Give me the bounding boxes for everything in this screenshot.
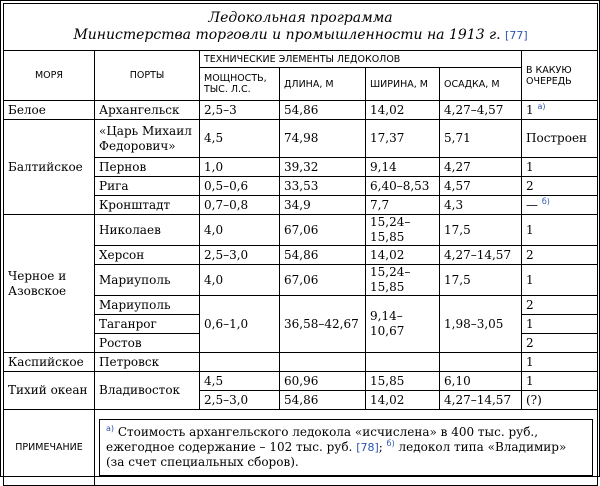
power-cell: 0,5–0,6 — [200, 177, 280, 196]
table-row — [4, 372, 598, 391]
draft-cell: 4,27–4,57 — [440, 101, 522, 120]
width-cell: 17,37 — [366, 120, 440, 158]
order-cell: 1 — [522, 158, 598, 177]
length-cell: 54,86 — [280, 246, 366, 265]
draft-cell: 4,27 — [440, 158, 522, 177]
table-row — [4, 215, 598, 246]
table-title — [4, 4, 598, 51]
sea-cell: Черное и Азовское — [4, 215, 95, 353]
draft-cell: 4,27–14,57 — [440, 246, 522, 265]
header-ports: ПОРТЫ — [95, 51, 200, 101]
port-cell: Владивосток — [95, 372, 200, 410]
footnote-b-link[interactable]: б) — [541, 196, 550, 206]
order-cell: 1 — [522, 372, 598, 391]
draft-cell: 17,5 — [440, 265, 522, 296]
width-cell: 14,02 — [366, 246, 440, 265]
order-cell: 1 — [522, 265, 598, 296]
length-cell: 33,53 — [280, 177, 366, 196]
port-cell: Кронштадт — [95, 196, 200, 215]
header-length: ДЛИНА, М — [280, 68, 366, 101]
table-row — [4, 120, 598, 158]
note-text: $^{а)}$ Стоимость архангельского ледокола «исчислена» в 400 тыс. руб., ежегодное содержание – 102 тыс. руб. [78]; $^{б)}$ ледокол типа «Владимир» (за счет специальных сборов). — [99, 419, 593, 476]
power-cell: 2,5–3,0 — [200, 391, 280, 410]
port-cell: Херсон — [95, 246, 200, 265]
port-cell: «Царь Михаил Федорович» — [95, 120, 200, 158]
draft-cell: 5,71 — [440, 120, 522, 158]
port-cell: Николаев — [95, 215, 200, 246]
port-cell: Рига — [95, 177, 200, 196]
width-cell: 15,85 — [366, 372, 440, 391]
header-elements: ТЕХНИЧЕСКИЕ ЭЛЕМЕНТЫ ЛЕДОКОЛОВ — [200, 51, 522, 68]
note-row — [4, 410, 598, 486]
power-cell: 2,5–3 — [200, 101, 280, 120]
table-row — [4, 101, 598, 120]
header-draft: ОСАДКА, М — [440, 68, 522, 101]
table-row — [4, 353, 598, 372]
note-b-mark: б) — [386, 439, 395, 448]
order-cell: 2 — [522, 296, 598, 315]
order-cell: (?) — [522, 391, 598, 410]
port-cell: Таганрог — [95, 315, 200, 334]
order-value: — — [526, 197, 538, 212]
order-cell — [522, 101, 598, 120]
note-cell — [95, 410, 598, 486]
port-cell: Пернов — [95, 158, 200, 177]
draft-cell: 6,10 — [440, 372, 522, 391]
draft-cell: 17,5 — [440, 215, 522, 246]
header-width: ШИРИНА, М — [366, 68, 440, 101]
note-label: ПРИМЕЧАНИЕ — [4, 410, 95, 486]
power-cell: 1,0 — [200, 158, 280, 177]
port-cell: Ростов — [95, 334, 200, 353]
title-ref-link[interactable]: [77] — [505, 29, 528, 42]
length-cell: 36,58–42,67 — [280, 296, 366, 353]
draft-cell: 4,27–14,57 — [440, 391, 522, 410]
title-line2: Министерства торговли и промышленности на 1913 г. — [73, 27, 501, 43]
width-cell: 9,14 — [366, 158, 440, 177]
width-cell: 6,40–8,53 — [366, 177, 440, 196]
power-cell: 0,7–0,8 — [200, 196, 280, 215]
note-a-text: Стоимость архангельского ледокола «исчислена» в 400 тыс. руб., ежегодное содержание – 102 тыс. руб. — [106, 425, 539, 454]
sea-cell: Белое — [4, 101, 95, 120]
port-cell: Мариуполь — [95, 296, 200, 315]
header-order: В КАКУЮ ОЧЕРЕДЬ — [522, 51, 598, 101]
port-cell: Мариуполь — [95, 265, 200, 296]
width-cell — [366, 353, 440, 372]
order-cell: 1 — [522, 315, 598, 334]
width-cell: 7,7 — [366, 196, 440, 215]
port-cell: Петровск — [95, 353, 200, 372]
power-cell: 4,0 — [200, 265, 280, 296]
width-cell: 14,02 — [366, 391, 440, 410]
length-cell: 54,86 — [280, 101, 366, 120]
width-cell: 14,02 — [366, 101, 440, 120]
title-line1: Ледокольная программа — [208, 10, 393, 26]
power-cell: 2,5–3,0 — [200, 246, 280, 265]
length-cell: 54,86 — [280, 391, 366, 410]
draft-cell: 4,3 — [440, 196, 522, 215]
order-cell: 1 — [522, 353, 598, 372]
length-cell: 67,06 — [280, 215, 366, 246]
header-row-1 — [4, 51, 598, 68]
note-ref-link[interactable]: [78] — [356, 441, 379, 454]
header-power: МОЩНОСТЬ, ТЫС. Л.С. — [200, 68, 280, 101]
width-cell: 9,14–10,67 — [366, 296, 440, 353]
header-seas: МОРЯ — [4, 51, 95, 101]
order-value: 1 — [526, 102, 534, 117]
order-cell: 2 — [522, 177, 598, 196]
power-cell: 4,5 — [200, 120, 280, 158]
note-a-mark: а) — [106, 424, 115, 433]
power-cell: 4,5 — [200, 372, 280, 391]
title-row — [4, 4, 598, 51]
sea-cell: Балтийское — [4, 120, 95, 215]
order-cell — [522, 196, 598, 215]
order-cell: 2 — [522, 246, 598, 265]
length-cell: 67,06 — [280, 265, 366, 296]
length-cell: 39,32 — [280, 158, 366, 177]
order-cell: 1 — [522, 215, 598, 246]
power-cell: 4,0 — [200, 215, 280, 246]
note-b-text: ледокол типа «Владимир» (за счет специальных сборов). — [106, 440, 567, 469]
sea-cell: Тихий океан — [4, 372, 95, 410]
order-cell: Построен — [522, 120, 598, 158]
length-cell: 74,98 — [280, 120, 366, 158]
width-cell: 15,24–15,85 — [366, 215, 440, 246]
icebreaker-table — [3, 3, 598, 486]
sea-cell: Каспийское — [4, 353, 95, 372]
length-cell: 60,96 — [280, 372, 366, 391]
footnote-a-link[interactable]: а) — [537, 101, 546, 111]
port-cell: Архангельск — [95, 101, 200, 120]
draft-cell — [440, 353, 522, 372]
draft-cell: 1,98–3,05 — [440, 296, 522, 353]
length-cell — [280, 353, 366, 372]
order-cell: 2 — [522, 334, 598, 353]
power-cell — [200, 353, 280, 372]
width-cell: 15,24–15,85 — [366, 265, 440, 296]
length-cell: 34,9 — [280, 196, 366, 215]
draft-cell: 4,57 — [440, 177, 522, 196]
power-cell: 0,6–1,0 — [200, 296, 280, 353]
